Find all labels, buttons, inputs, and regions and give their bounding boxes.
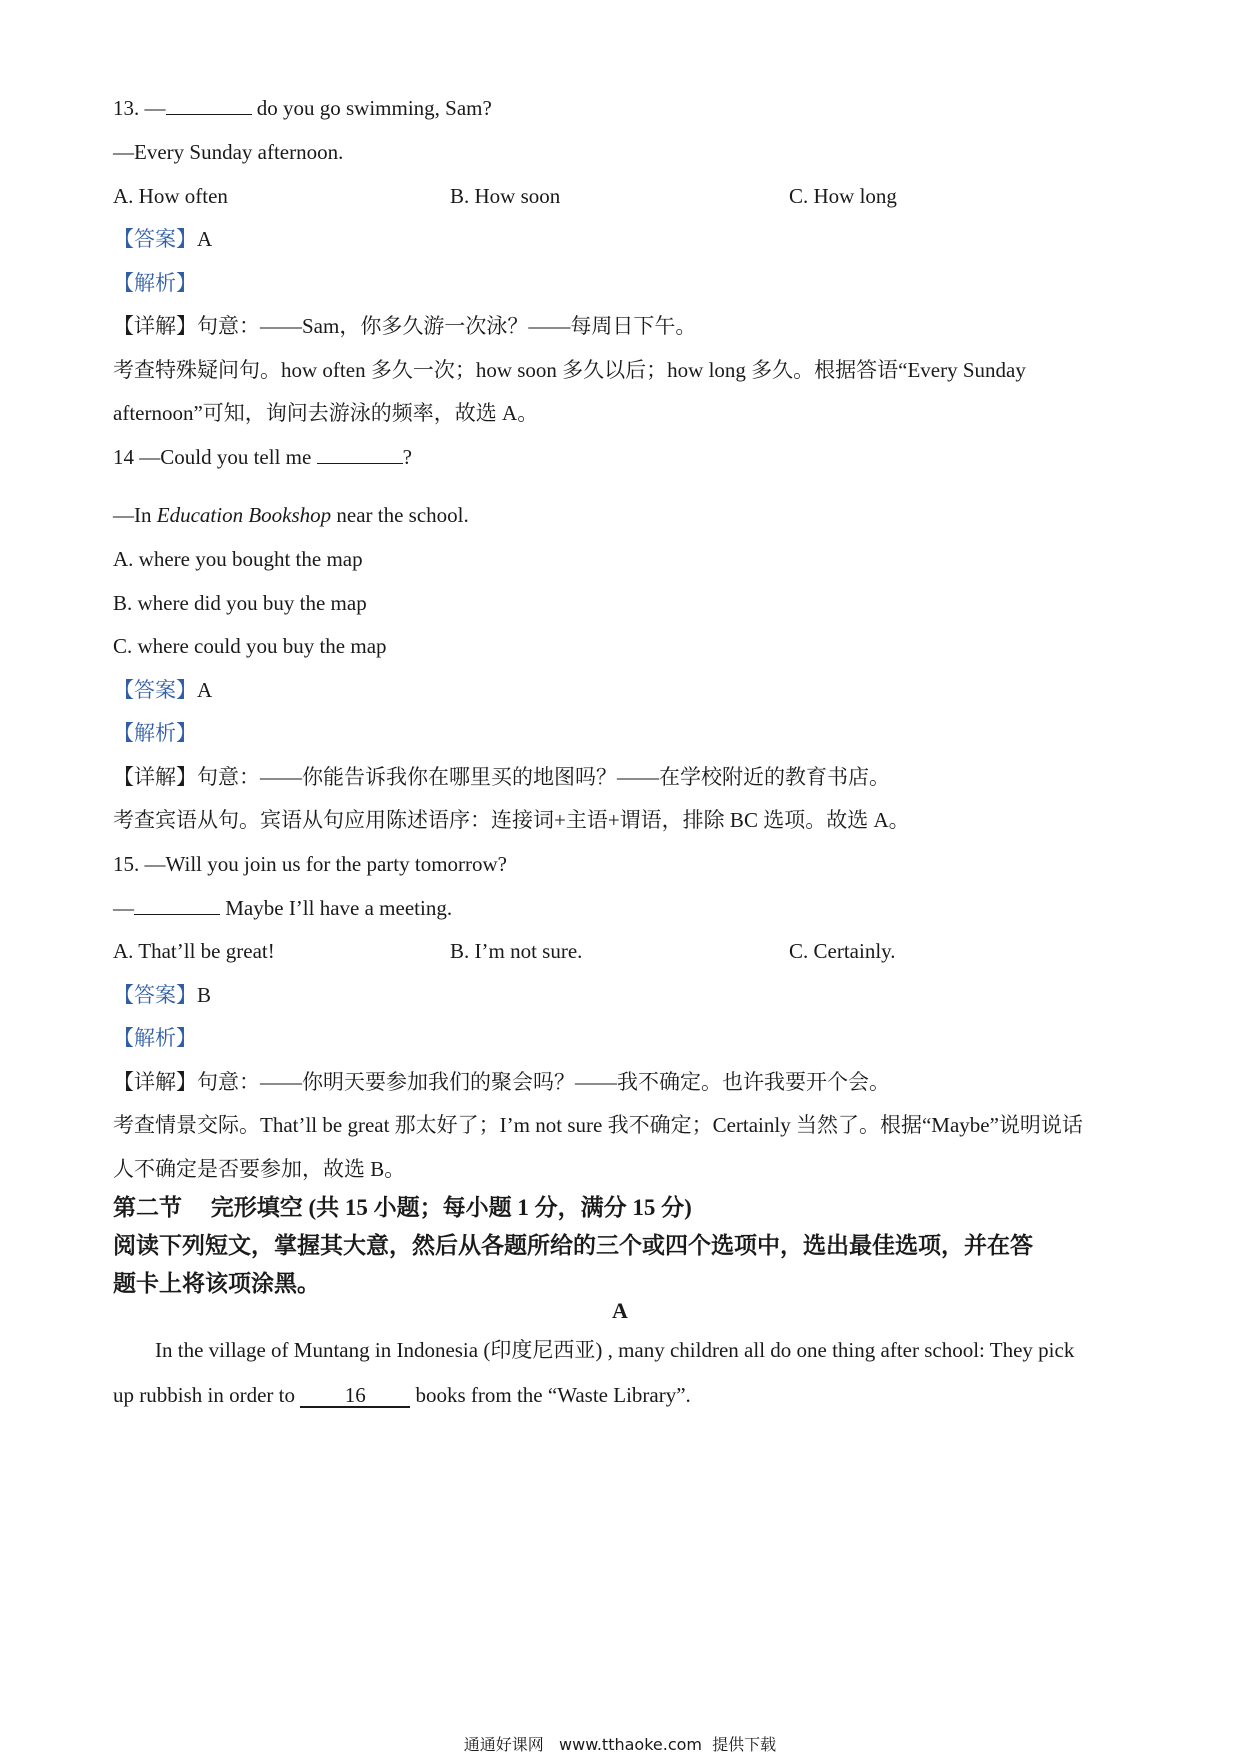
q13-option-a: A. How often xyxy=(113,184,228,208)
q14-answer xyxy=(113,677,212,703)
passage-title: A xyxy=(612,1298,628,1323)
q14-answer-value: A xyxy=(197,678,213,702)
q14-reply xyxy=(113,502,469,528)
detail-tag: 【详解】 xyxy=(113,314,197,338)
q14-stem-text: ? xyxy=(402,445,412,469)
q13-blank xyxy=(166,96,252,115)
q14-number: 14 —Could you tell me xyxy=(113,445,317,469)
passage-line-1: In the village of Muntang in Indonesia (印度尼西亚) , many children all do one thing after school: They pick xyxy=(155,1338,1075,1362)
q15-explain-line-2: 人不确定是否要参加，故选 B。 xyxy=(113,1157,406,1181)
q15-option-a: A. That’ll be great! xyxy=(113,939,275,963)
passage-line-2-start: up rubbish in order to xyxy=(113,1383,301,1407)
q14-reply-start: —In xyxy=(113,503,157,527)
q15-reply xyxy=(113,895,452,921)
q13-reply: —Every Sunday afternoon. xyxy=(113,140,344,164)
q14-reply-bookshop: Education Bookshop xyxy=(156,503,332,527)
section-instruction-line-2: 题卡上将该项涂黑。 xyxy=(113,1271,320,1296)
q14-option-a: A. where you bought the map xyxy=(113,547,363,571)
q13-explain-line-1: 考查特殊疑问句。how often 多久一次；how soon 多久以后；how long 多久。根据答语“Every Sunday xyxy=(113,358,1026,382)
answer-tag: 【答案】 xyxy=(113,227,197,251)
q15-detail xyxy=(113,1069,890,1095)
q14-blank xyxy=(317,445,403,464)
answer-tag: 【答案】 xyxy=(113,983,197,1007)
q15-answer-value: B xyxy=(197,983,212,1007)
q14-detail xyxy=(113,764,890,790)
section-instruction-line-1: 阅读下列短文，掌握其大意，然后从各题所给的三个或四个选项中，选出最佳选项，并在答 xyxy=(113,1233,1033,1258)
q13-answer xyxy=(113,226,212,252)
q15-detail-text: 句意：——你明天要参加我们的聚会吗？——我不确定。也许我要开个会。 xyxy=(197,1070,890,1094)
q14-detail-text: 句意：——你能告诉我你在哪里买的地图吗？——在学校附近的教育书店。 xyxy=(197,765,890,789)
blank-16: 16 xyxy=(300,1384,410,1408)
detail-tag: 【详解】 xyxy=(113,1070,197,1094)
q13-option-b: B. How soon xyxy=(450,184,561,208)
passage-line-2-end: books from the “Waste Library”. xyxy=(410,1383,691,1407)
answer-tag: 【答案】 xyxy=(113,678,197,702)
q15-option-b: B. I’m not sure. xyxy=(450,939,583,963)
q15-reply-dash: — xyxy=(113,896,134,920)
q15-reply-text: Maybe I’ll have a meeting. xyxy=(220,896,453,920)
detail-tag: 【详解】 xyxy=(113,765,197,789)
page-footer: 通通好课网 www.tthaoke.com 提供下载 xyxy=(463,1735,777,1754)
q13-detail-text: 句意：——Sam，你多久游一次泳？——每周日下午。 xyxy=(197,314,697,338)
q14-option-c: C. where could you buy the map xyxy=(113,634,387,658)
q15-blank xyxy=(134,896,220,915)
q14-reply-end: near the school. xyxy=(331,503,469,527)
analysis-tag: 【解析】 xyxy=(113,721,197,745)
q14-analysis xyxy=(113,720,197,746)
analysis-tag: 【解析】 xyxy=(113,1026,197,1050)
q14-stem xyxy=(113,444,412,470)
q13-detail xyxy=(113,313,696,339)
section-heading: 第二节 完形填空 (共 15 小题；每小题 1 分，满分 15 分) xyxy=(113,1195,692,1220)
q15-option-c: C. Certainly. xyxy=(789,939,896,963)
q15-answer xyxy=(113,982,211,1008)
q13-number: 13. — xyxy=(113,96,166,120)
q15-explain-line-1: 考查情景交际。That’ll be great 那太好了；I’m not sure 我不确定；Certainly 当然了。根据“Maybe”说明说话 xyxy=(113,1113,1083,1137)
q15-stem: 15. —Will you join us for the party tomorrow? xyxy=(113,852,508,876)
q13-explain-line-2: afternoon”可知，询问去游泳的频率，故选 A。 xyxy=(113,401,539,425)
q15-analysis xyxy=(113,1025,197,1051)
passage-line-2 xyxy=(113,1382,691,1408)
q13-option-c: C. How long xyxy=(789,184,897,208)
q13-stem-text: do you go swimming, Sam? xyxy=(251,96,492,120)
q13-answer-value: A xyxy=(197,227,213,251)
q14-explain-line-1: 考查宾语从句。宾语从句应用陈述语序：连接词+主语+谓语，排除 BC 选项。故选 A。 xyxy=(113,808,910,832)
q13-analysis xyxy=(113,270,197,296)
q14-option-b: B. where did you buy the map xyxy=(113,591,367,615)
analysis-tag: 【解析】 xyxy=(113,271,197,295)
q13-stem xyxy=(113,95,492,121)
